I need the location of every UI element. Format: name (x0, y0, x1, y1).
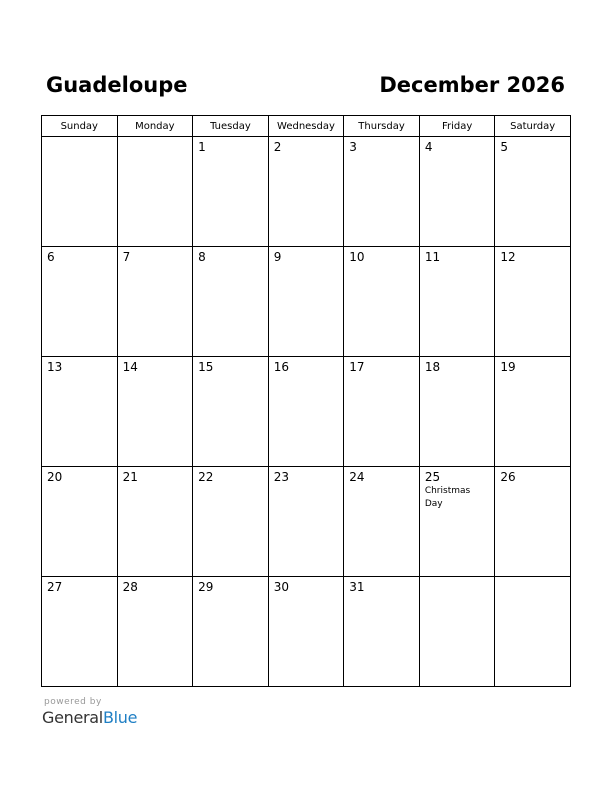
weekday-header: Tuesday (193, 116, 269, 137)
day-number: 5 (500, 140, 509, 154)
day-number: 17 (349, 360, 365, 374)
day-cell (344, 137, 420, 247)
day-number: 13 (47, 360, 63, 374)
day-cell (117, 467, 193, 577)
weekday-header: Friday (419, 116, 495, 137)
day-number: 1 (198, 140, 206, 154)
calendar-grid (41, 115, 571, 687)
week-row (42, 357, 571, 467)
day-cell (419, 357, 495, 467)
day-cell (268, 357, 344, 467)
day-number: 16 (273, 360, 289, 374)
day-number: 3 (349, 140, 357, 154)
weekday-header: Thursday (344, 116, 420, 137)
day-number: 12 (500, 250, 516, 264)
day-cell (42, 467, 118, 577)
day-cell (495, 247, 571, 357)
day-number: 8 (198, 250, 206, 264)
day-number: 9 (273, 250, 282, 264)
day-number: 26 (500, 470, 516, 484)
day-number: 19 (500, 360, 516, 374)
day-cell (268, 577, 344, 687)
day-number: 31 (349, 580, 365, 594)
country-title: Guadeloupe (46, 73, 188, 97)
day-cell (419, 137, 495, 247)
powered-by-text: powered by (44, 697, 102, 707)
day-cell (419, 247, 495, 357)
day-cell (42, 137, 118, 247)
day-cell (495, 577, 571, 687)
day-number: 29 (198, 580, 214, 594)
weekday-header: Sunday (42, 116, 118, 137)
day-number: 30 (273, 580, 289, 594)
day-cell (117, 137, 193, 247)
month-year-title: December 2026 (379, 73, 565, 97)
day-cell (268, 467, 344, 577)
day-number: 6 (47, 250, 55, 264)
day-number: 10 (349, 250, 365, 264)
day-number: 22 (198, 470, 214, 484)
day-cell (193, 467, 269, 577)
week-row (42, 577, 571, 687)
day-number: 18 (424, 360, 441, 374)
brand-logo (42, 708, 137, 728)
day-cell (193, 357, 269, 467)
day-cell (117, 247, 193, 357)
weekday-header-row (42, 116, 571, 137)
day-number: 11 (424, 250, 441, 264)
day-cell (42, 357, 118, 467)
day-number: 23 (273, 470, 289, 484)
holiday-label: Christmas Day (424, 486, 471, 509)
day-number: 25 (424, 470, 441, 484)
day-cell (344, 577, 420, 687)
day-number: 24 (349, 470, 365, 484)
day-cell (117, 357, 193, 467)
week-row (42, 137, 571, 247)
day-cell (344, 357, 420, 467)
weekday-header: Wednesday (268, 116, 344, 137)
day-cell (495, 467, 571, 577)
day-cell (42, 577, 118, 687)
day-number: 2 (273, 140, 282, 154)
brand-logo-part-general: General (42, 708, 103, 727)
day-number: 15 (198, 360, 214, 374)
day-cell (495, 357, 571, 467)
day-number: 27 (47, 580, 63, 594)
day-cell (193, 137, 269, 247)
brand-logo-part-blue: Blue (102, 708, 138, 727)
day-cell (419, 577, 495, 687)
week-row (42, 467, 571, 577)
day-cell (495, 137, 571, 247)
day-cell (344, 467, 420, 577)
day-cell (193, 577, 269, 687)
week-row (42, 247, 571, 357)
day-number: 7 (122, 250, 131, 264)
day-cell (344, 247, 420, 357)
day-number: 28 (122, 580, 138, 594)
day-cell (268, 247, 344, 357)
footer-branding (42, 697, 137, 728)
day-cell (419, 467, 495, 577)
day-number: 21 (122, 470, 138, 484)
day-cell (193, 247, 269, 357)
day-cell (42, 247, 118, 357)
day-cell (117, 577, 193, 687)
day-number: 14 (122, 360, 138, 374)
weekday-header: Monday (117, 116, 193, 137)
day-number: 4 (424, 140, 433, 154)
day-number: 20 (47, 470, 63, 484)
weekday-header: Saturday (495, 116, 571, 137)
day-cell (268, 137, 344, 247)
